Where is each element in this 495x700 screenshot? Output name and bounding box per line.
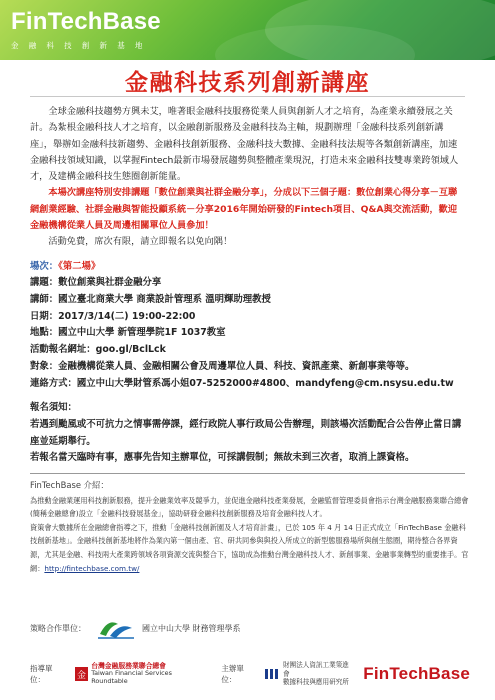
sponsors-row: [30, 656, 470, 692]
divider: [30, 96, 465, 97]
session-line: [30, 259, 466, 276]
notice-typhoon: 若遇到颱風或不可抗力之情事需停課，經行政院人事行政局公告辦理，則該場次活動配合公告停止當日講座並延期舉行。: [30, 419, 462, 447]
tfhb-logo: [75, 663, 208, 686]
main-content: [30, 104, 466, 467]
intro-text-2: [30, 521, 470, 575]
location-line: 地點：國立中山大學 新管理學院1F 1037教室: [30, 327, 226, 339]
registration-call: 活動免費，席次有限，請立即報名以免向隅！: [48, 236, 233, 248]
fintechbase-intro: [30, 479, 470, 575]
date-line: 日期：2017/3/14(二) 19:00-22:00: [30, 310, 196, 322]
topic-line: 講題：數位創業與社群金融分享: [30, 277, 162, 289]
cooperation-row: [30, 614, 241, 642]
contact-line[interactable]: 連絡方式：國立中山大學財管系馮小姐07-5252000#4800、mandyfeng@cm.nsysu.edu.tw: [30, 377, 454, 389]
iii-name: 財團法人資訊工業策進會: [282, 661, 349, 678]
highlight-paragraph: 本場次講座特別安排講題「數位創業與社群金融分享」，分成以下三個子題：數位創業心得分享－互聯網創業經驗、社群金融與智能投顧系統－分享2016年開始研發的Fintech項目、Q&A與交流活動，歡迎金融機構從業人員及周邊相關單位人員參加！: [30, 187, 458, 232]
coop-org: 國立中山大學 財務管理學系: [142, 623, 241, 633]
nsysu-logo-icon: [96, 614, 136, 642]
audience-line: 對象：金融機構從業人員、金融相關公會及周邊單位人員、科技、資訊產業、新創事業等等。: [30, 360, 415, 372]
intro-text-1: 為推動金融業運用科技創新服務，提升金融業效率及競爭力，並促進金融科技產業發展，金融監督管理委員會指示台灣金融服務業聯合總會(簡稱金融總會)設立「金融科技發展基金」，協助研發金融科技創新服務及培育金融科技人才。: [30, 495, 469, 519]
registration-url[interactable]: 活動報名網址：goo.gl/BclLck: [30, 344, 166, 356]
intro-title: FinTechBase 介紹：: [30, 480, 109, 490]
page-title: 金融科技系列創新講座: [125, 70, 370, 96]
coop-label: 策略合作單位：: [30, 623, 86, 633]
iii-logo: [264, 661, 353, 686]
tfhb-name: 台灣金融服務業聯合總會: [91, 661, 166, 670]
fintechbase-footer-logo: FinTechBase: [363, 664, 470, 683]
divider: [30, 473, 465, 474]
notice-absence: 若報名當天臨時有事，應事先告知主辦單位，可採講假制；無故未到三次者，取消上課資格。: [30, 452, 415, 464]
tfhb-en: Taiwan Financial Services Roundtable: [91, 669, 172, 685]
session-value: 《第二場》: [58, 260, 101, 272]
iii-icon: [264, 666, 280, 682]
session-label: 場次：: [30, 260, 59, 272]
brand-logo: FinTechBase: [11, 8, 161, 35]
tfhb-icon: 金: [75, 667, 89, 681]
brand-subtitle: 金融科技創新基地: [11, 41, 153, 50]
notice-title: 報名須知：: [30, 402, 77, 414]
host-label: 主辦單位：: [221, 664, 244, 684]
intro-paragraph: 全球金融科技趨勢方興未艾，唯著眼金融科技服務從業人員與創新人才之培育，為產業永續發展之关計。為紮根金融科技人才之培育，以金融創新服務及金融科技為主軸，規劃辦理「金融科技系列創新講座」，舉辦如金融科技新趨勢、金融科技創新服務、金融科技大數據、金融科技法規等各類創新講座，加速金融科技領域知識，以掌握Fintech最新市場發展趨勢與整體產業現況，打造未來金融科技雙專業跨領域人才，及建構金融科技生態圈創新能量。: [30, 106, 459, 183]
guide-label: 指導單位：: [30, 664, 53, 684]
speaker-line: 講師：國立臺北商業大學 商業設計管理系 溫明輝助理教授: [30, 294, 271, 306]
official-site-link[interactable]: http://fintechbase.com.tw/: [44, 563, 140, 573]
header-banner: [0, 0, 495, 60]
intro-text-2-body: 資策會大數據所在金融總會指導之下，推動「金融科技創新園及人才培育計畫」，已於 105 年 4 月 14 日正式成立「FinTechBase 金融科技創新基地」。金融科技創新基地將作為業內第一個由產、官、研共同參與與投入所成立的新型態服務場所與創生態圈，期待整合各界資源，尤其是金融、科技兩大產業跨領域各項資源交流與整合下，協助成為推動台灣金融科技人才、新創事業、金融事業轉型的重要推手。官網：: [30, 522, 469, 573]
iii-unit: 數據科技與應用研究所: [282, 678, 349, 687]
